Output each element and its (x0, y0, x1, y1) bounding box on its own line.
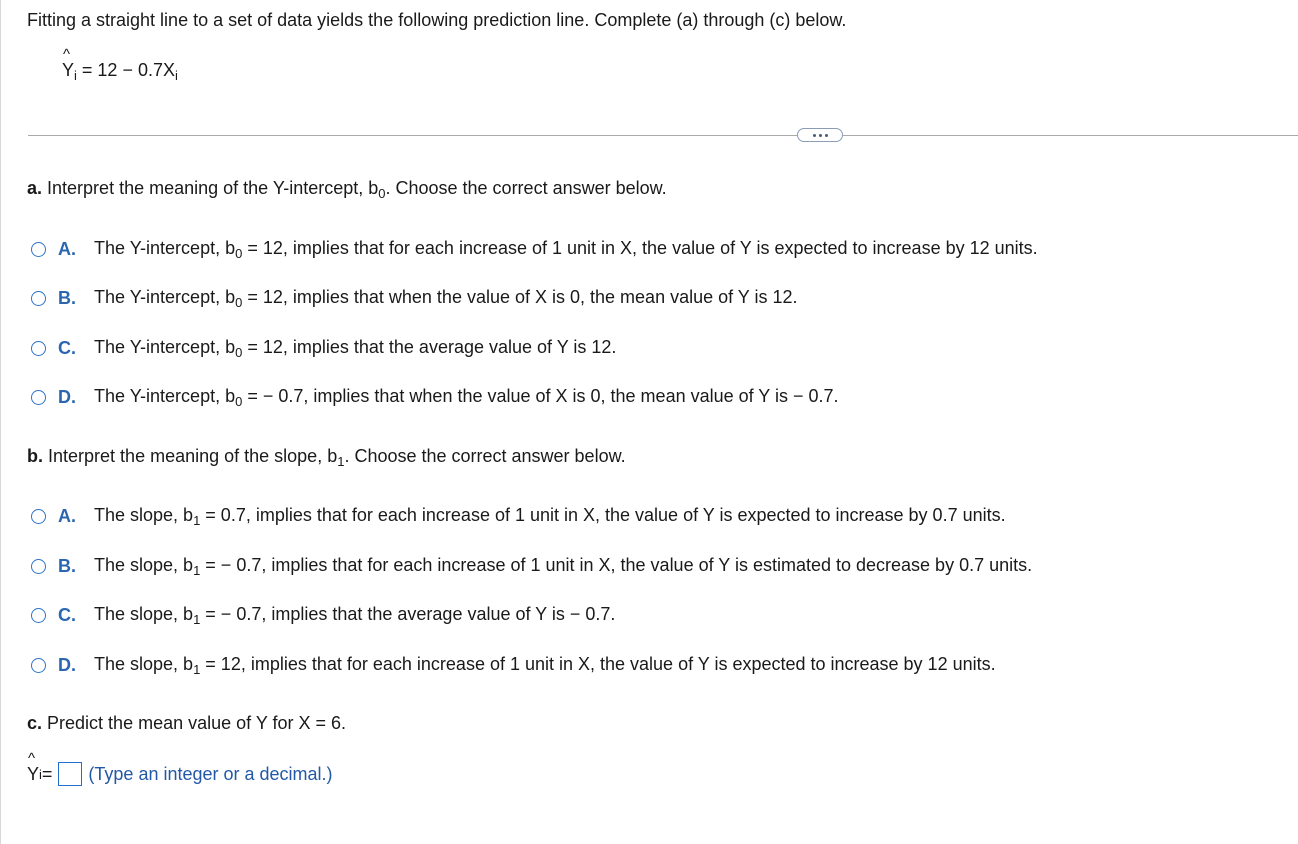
radio-button[interactable] (31, 509, 46, 524)
part-b-option-c[interactable]: C. The slope, $b_1$ = − 0.7, implies that the average value of Y is − 0.7. (31, 604, 615, 627)
radio-button[interactable] (31, 341, 46, 356)
part-b-option-b[interactable]: B. The slope, $b_1$ = − 0.7, implies that for each increase of 1 unit in X, the value of Y is estimated to decrease by 0.7 units. (31, 555, 1032, 578)
answer-hint: (Type an integer or a decimal.) (88, 763, 333, 784)
option-text: The Y-intercept, $b_0 = 12$, implies that the average value of Y is 12. (94, 337, 617, 360)
option-text: The Y-intercept, $b_0 = 12$, implies that when the value of X is 0, the mean value of Y is 12. (94, 287, 798, 310)
section-divider (28, 135, 1298, 136)
part-a-option-a[interactable]: A. The Y-intercept, $b_0 = 12$, implies that for each increase of 1 unit in X, the value of Y is expected to increase by 12 units. (31, 238, 1038, 261)
part-a-question: a. Interpret the meaning of the Y-intercept, $b_0$. Choose the correct answer below. (27, 178, 667, 201)
left-border (0, 0, 1, 844)
y-hat-symbol: ^ Y (62, 46, 75, 80)
radio-button[interactable] (31, 658, 46, 673)
part-c-answer-row: ^ Y i = (Type an integer or a decimal.) (27, 762, 333, 786)
answer-input[interactable] (58, 762, 82, 786)
radio-button[interactable] (31, 291, 46, 306)
radio-button[interactable] (31, 608, 46, 623)
option-text: The slope, $b_1$ = − 0.7, implies that the average value of Y is − 0.7. (94, 604, 616, 627)
problem-intro: Fitting a straight line to a set of data yields the following prediction line. Complete (a) through (c) below. (27, 10, 847, 30)
part-a-option-d[interactable]: D. The Y-intercept, $b_0$ = − 0.7, implies that when the value of X is 0, the mean value of Y is − 0.7. (31, 386, 839, 409)
part-b-option-d[interactable]: D. The slope, $b_1 = 12$, implies that for each increase of 1 unit in X, the value of Y is expected to increase by 12 units. (31, 654, 996, 677)
y-hat-symbol: ^ Y (27, 749, 40, 784)
part-c-question: c. Predict the mean value of Y for X = 6. (27, 713, 347, 733)
radio-button[interactable] (31, 242, 46, 257)
part-b-option-a[interactable]: A. The slope, $b_1 = 0.7$, implies that for each increase of 1 unit in X, the value of Y is expected to increase by 0.7 units. (31, 505, 1006, 528)
part-a-option-c[interactable]: C. The Y-intercept, $b_0 = 12$, implies that the average value of Y is 12. (31, 337, 616, 360)
part-b-question: b. Interpret the meaning of the slope, $b_1$. Choose the correct answer below. (27, 446, 626, 469)
radio-button[interactable] (31, 559, 46, 574)
more-horizontal-icon (813, 134, 816, 137)
option-text: The slope, $b_1 = 12$, implies that for each increase of 1 unit in X, the value of Y is expected to increase by 12 units. (94, 654, 996, 677)
radio-button[interactable] (31, 390, 46, 405)
part-a-option-b[interactable]: B. The Y-intercept, $b_0 = 12$, implies that when the value of X is 0, the mean value of Y is 12. (31, 287, 798, 310)
prediction-equation: ^ $Y_i = 12 - 0.7X_i$ (62, 46, 178, 83)
option-text: The slope, $b_1 = 0.7$, implies that for each increase of 1 unit in X, the value of Y is expected to increase by 0.7 units. (94, 505, 1006, 528)
option-text: The Y-intercept, $b_0$ = − 0.7, implies that when the value of X is 0, the mean value of Y is − 0.7. (94, 386, 839, 409)
option-text: The Y-intercept, $b_0 = 12$, implies that for each increase of 1 unit in X, the value of Y is expected to increase by 12 units. (94, 238, 1038, 261)
option-text: The slope, $b_1$ = − 0.7, implies that for each increase of 1 unit in X, the value of Y is estimated to decrease by 0.7 units. (94, 555, 1033, 578)
more-button[interactable] (797, 128, 843, 142)
